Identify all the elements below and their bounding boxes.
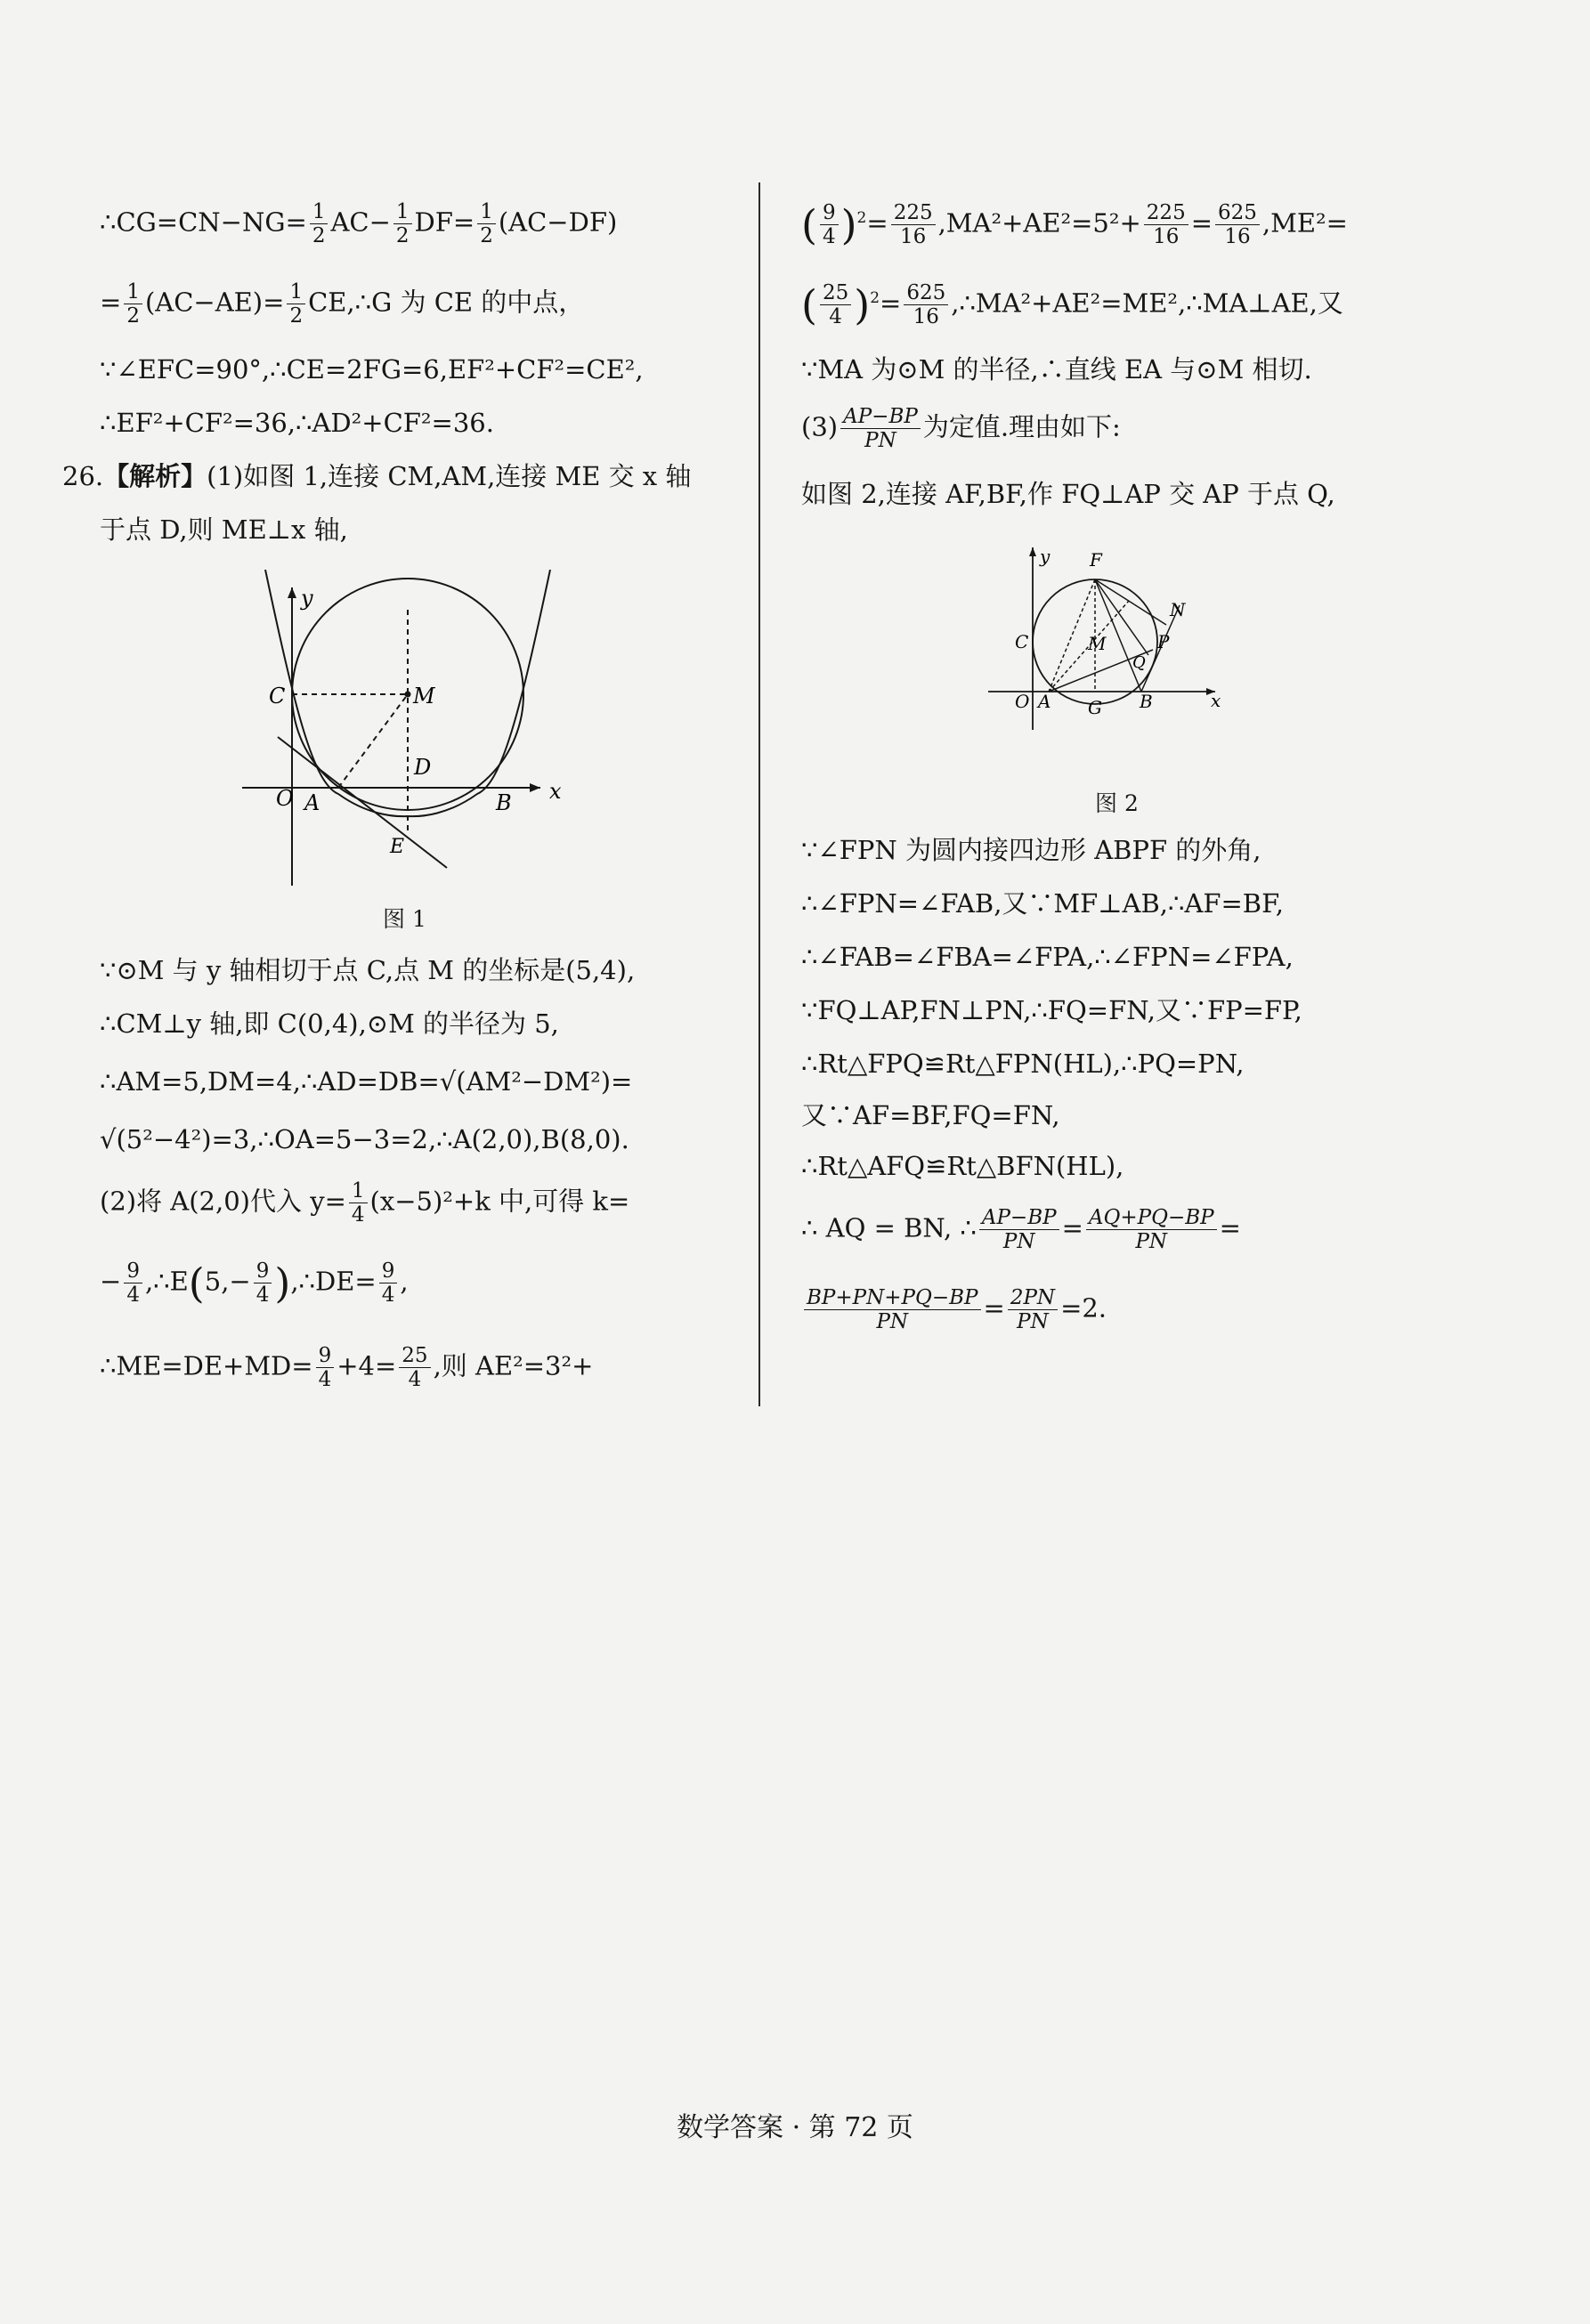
- label-q: Q: [1132, 653, 1146, 672]
- line-fab-fba: ∴∠FAB=∠FBA=∠FPA,∴∠FPN=∠FPA,: [801, 942, 1294, 972]
- label-a: A: [304, 790, 320, 815]
- label-p: P: [1157, 631, 1170, 652]
- line-congruent-1: ∴Rt△FPQ≌Rt△FPN(HL),∴PQ=PN,: [801, 1049, 1245, 1079]
- point-m: [405, 692, 411, 698]
- label-n: N: [1170, 599, 1186, 620]
- figure-1: [242, 570, 652, 890]
- label-x: x: [549, 779, 562, 804]
- line-fpn-exterior: ∵∠FPN 为圆内接四边形 ABPF 的外角,: [801, 835, 1261, 865]
- label-m: M: [1088, 633, 1107, 654]
- label-b: B: [1140, 691, 1153, 712]
- label-d: D: [414, 755, 432, 780]
- label-o: O: [1015, 691, 1030, 712]
- line-am-dm: ∴AM=5,DM=4,∴AD=DB=√(AM²−DM²)=: [100, 1066, 633, 1097]
- column-divider: [758, 182, 760, 1406]
- label-c: C: [1015, 631, 1029, 652]
- label-y: y: [1040, 546, 1051, 567]
- line-ae-squared: ( $\frac{9}{4}$ )$^2$= $\frac{225}{16}$ ,MA²+AE²=5²+ $\frac{225}{16}$ = $\frac{625}{16}$ ,ME²=: [801, 200, 1348, 249]
- segment-am: [338, 694, 408, 788]
- label-x: x: [1211, 690, 1221, 711]
- figure-2: [988, 543, 1237, 739]
- label-o: O: [276, 786, 294, 811]
- line-cm-perp: ∴CM⊥y 轴,即 C(0,4),⊙M 的半径为 5,: [100, 1008, 559, 1039]
- figure-1-caption: 图 1: [383, 906, 426, 932]
- label-e: E: [390, 836, 405, 858]
- page-footer: 数学答案 · 第 72 页: [677, 2112, 913, 2143]
- line-cg: ∴CG=CN−NG= $\frac{1}{2}$ AC− $\frac{1}{2}$ DF= $\frac{1}{2}$ (AC−DF): [100, 200, 618, 247]
- label-f: F: [1090, 549, 1102, 571]
- label-y: y: [301, 586, 313, 611]
- figure-2-caption: 图 2: [1095, 790, 1139, 816]
- line-tangent-c: ∵⊙M 与 y 轴相切于点 C,点 M 的坐标是(5,4),: [100, 955, 636, 985]
- problem-26-intro: 26.【解析】(1)如图 1,连接 CM,AM,连接 ME 交 x 轴: [62, 461, 692, 491]
- line-aq-bn: ∴ AQ = BN, ∴ $\frac{AP-BP}{PN}$ = $\frac{AQ+PQ-BP}{PN}$ =: [801, 1206, 1241, 1253]
- line-ce-midpoint: = $\frac{1}{2}$ (AC−AE)= $\frac{1}{2}$ CE,∴G 为 CE 的中点，: [100, 280, 585, 328]
- line-ef-sum: ∴EF²+CF²=36,∴AD²+CF²=36.: [100, 408, 494, 438]
- line-me-squared: ( $\frac{25}{4}$ )$^2$= $\frac{625}{16}$ ,∴MA²+AE²=ME²,∴MA⊥AE,又: [801, 280, 1343, 329]
- line-me: ∴ME=DE+MD= $\frac{9}{4}$ +4= $\frac{25}{4}$ ,则 AE²=3²+: [100, 1344, 594, 1391]
- x-axis-arrow: [530, 783, 540, 792]
- line-k-e-de: − $\frac{9}{4}$ ,∴E(5,− $\frac{9}{4}$ ),∴DE= $\frac{9}{4}$ ,: [100, 1259, 409, 1308]
- label-b: B: [496, 790, 512, 815]
- line-part-3: (3) $\frac{AP-BP}{PN}$ 为定值.理由如下:: [801, 405, 1121, 452]
- label-a: A: [1038, 691, 1051, 712]
- line-oa: √(5²−4²)=3,∴OA=5−3=2,∴A(2,0),B(8,0).: [100, 1124, 629, 1154]
- line-result: $\frac{BP+PN+PQ-BP}{PN}$ = $\frac{2PN}{PN}$ =2.: [801, 1286, 1107, 1333]
- label-c: C: [269, 684, 286, 709]
- line-fpn-fab: ∴∠FPN=∠FAB,又∵MF⊥AB,∴AF=BF,: [801, 888, 1284, 919]
- line-tangent-ea: ∵MA 为⊙M 的半径,∴直线 EA 与⊙M 相切.: [801, 354, 1312, 385]
- line-fq-fn: ∵FQ⊥AP,FN⊥PN,∴FQ=FN,又∵FP=FP,: [801, 995, 1302, 1025]
- line-fig2-construct: 如图 2,连接 AF,BF,作 FQ⊥AP 交 AP 于点 Q,: [801, 479, 1335, 509]
- label-m: M: [413, 684, 435, 709]
- line-me-perp: 于点 D,则 ME⊥x 轴,: [100, 514, 348, 545]
- line-congruent-2: ∴Rt△AFQ≌Rt△BFN(HL),: [801, 1151, 1124, 1181]
- line-af-bf: 又∵AF=BF,FQ=FN,: [801, 1100, 1060, 1130]
- line-substitute-a: (2)将 A(2,0)代入 y= $\frac{1}{4}$ (x−5)²+k 中,可得 k=: [100, 1179, 630, 1227]
- line-efc: ∵∠EFC=90°,∴CE=2FG=6,EF²+CF²=CE²,: [100, 354, 644, 385]
- label-g: G: [1088, 697, 1102, 718]
- y-axis-arrow: [288, 587, 296, 598]
